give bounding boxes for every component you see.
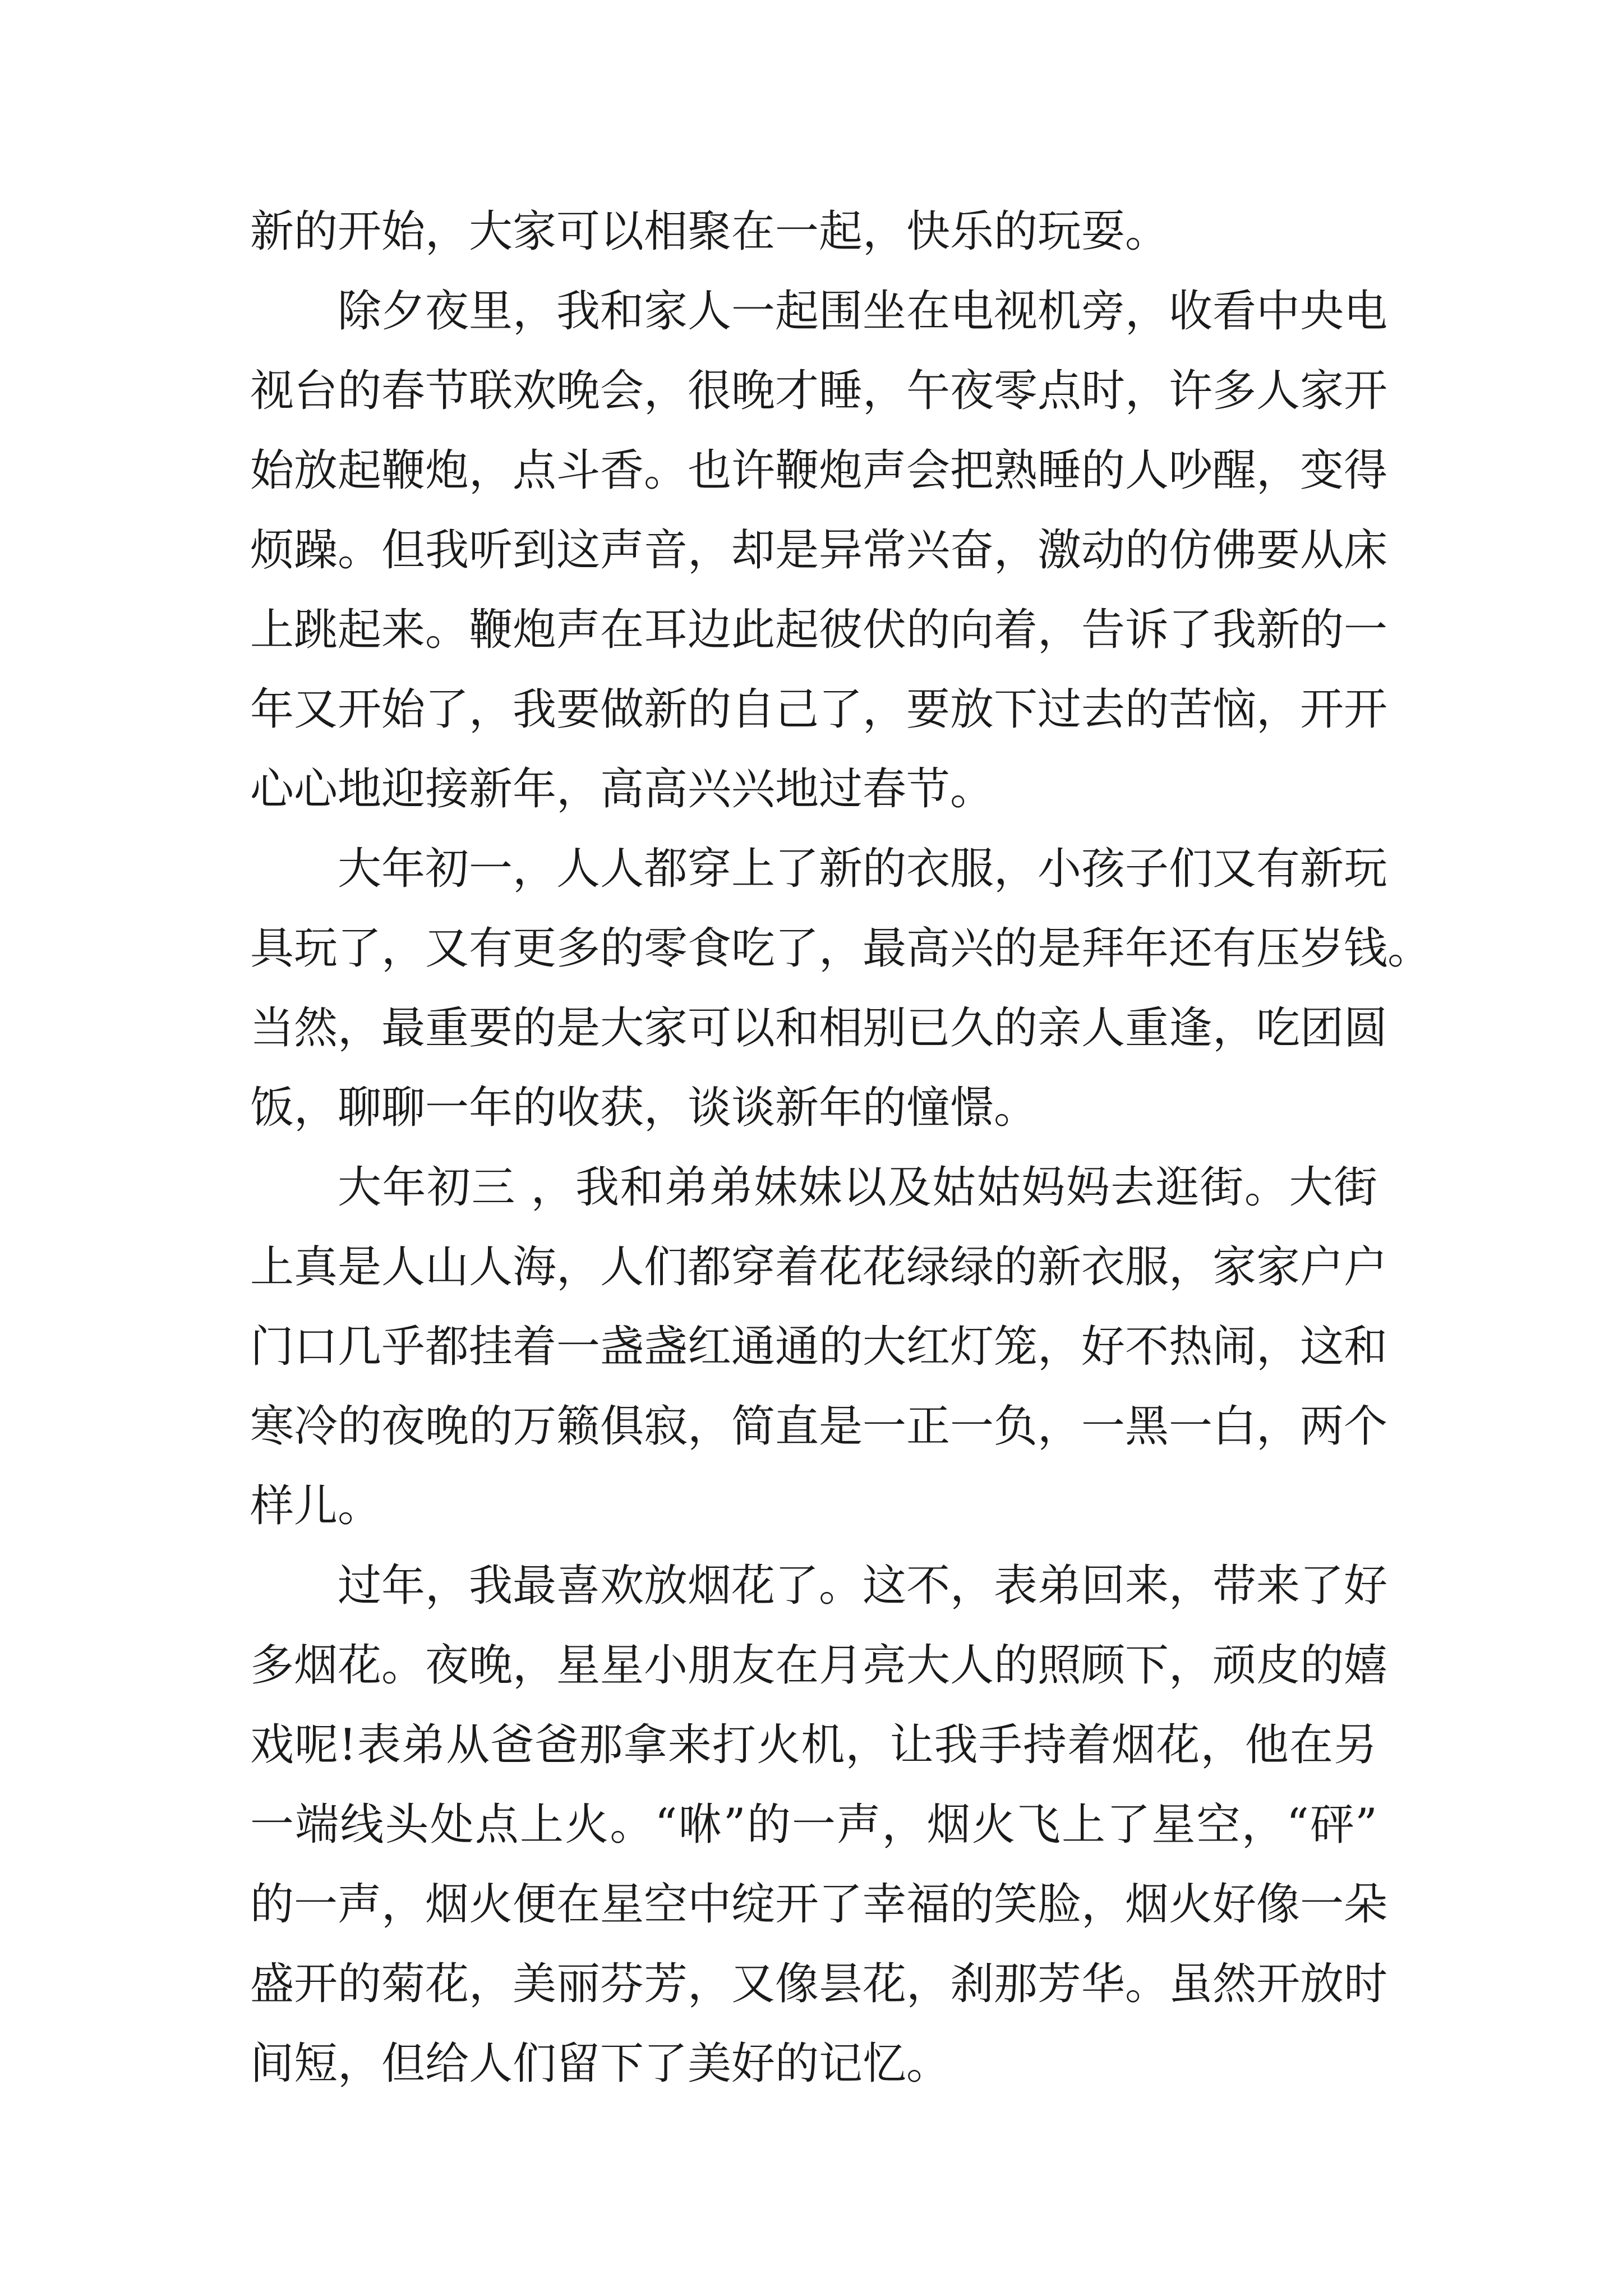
paragraph-2 <box>250 272 1388 829</box>
text-line: 盛开的菊花，美丽芬芳，又像昙花，刹那芳华。虽然开放时 <box>250 1959 1388 2009</box>
text-line: 视台的春节联欢晚会，很晚才睡，午夜零点时，许多人家开 <box>250 366 1388 416</box>
text-line: 间短，但给人们留下了美好的记忆。 <box>250 2039 951 2089</box>
text-line: 的一声，烟火便在星空中绽开了幸福的笑脸，烟火好像一朵 <box>250 1879 1388 1930</box>
text-line: 具玩了，又有更多的零食吃了，最高兴的是拜年还有压岁钱。 <box>250 923 1432 974</box>
text-line: 大年初一，人人都穿上了新的衣服，小孩子们又有新玩 <box>338 844 1388 894</box>
text-line: 始放起鞭炮，点斗香。也许鞭炮声会把熟睡的人吵醒，变得 <box>250 445 1388 496</box>
text-line: 饭，聊聊一年的收获，谈谈新年的憧憬。 <box>250 1083 1038 1133</box>
paragraph-3 <box>250 829 1432 1148</box>
text-line: 样儿。 <box>250 1481 382 1531</box>
paragraph-1 <box>250 192 1377 272</box>
text-line: 新的开始，大家可以相聚在一起，快乐的玩耍。 <box>250 206 1169 257</box>
text-line: 烦躁。但我听到这声音，却是异常兴奋，激动的仿佛要从床 <box>250 525 1388 576</box>
paragraph-5 <box>250 1546 1388 2104</box>
text-line: 大年初三 ，我和弟弟妹妹以及姑姑妈妈去逛街。大街 <box>338 1162 1377 1213</box>
text-line: 戏呢!表弟从爸爸那拿来打火机，让我手持着烟花，他在另 <box>250 1720 1377 1770</box>
text-line: 心心地迎接新年，高高兴兴地过春节。 <box>250 764 994 815</box>
text-line: 上跳起来。鞭炮声在耳边此起彼伏的向着，告诉了我新的一 <box>250 605 1388 655</box>
text-line: 过年，我最喜欢放烟花了。这不，表弟回来，带来了好 <box>338 1561 1388 1611</box>
text-line: 一端线头处点上火。“咻”的一声，烟火飞上了星空，“砰” <box>250 1800 1377 1850</box>
text-line: 上真是人山人海，人们都穿着花花绿绿的新衣服，家家户户 <box>250 1242 1388 1292</box>
text-line: 多烟花。夜晚，星星小朋友在月亮大人的照顾下，顽皮的嬉 <box>250 1640 1388 1691</box>
text-line: 年又开始了，我要做新的自己了，要放下过去的苦恼，开开 <box>250 684 1388 735</box>
text-line: 门口几乎都挂着一盏盏红通通的大红灯笼，好不热闹，这和 <box>250 1322 1388 1372</box>
paragraph-4 <box>250 1148 1388 1546</box>
essay-body <box>250 192 1432 2104</box>
text-line: 寒冷的夜晚的万籁俱寂，简直是一正一负，一黑一白，两个 <box>250 1401 1388 1452</box>
text-line: 当然，最重要的是大家可以和相别已久的亲人重逢，吃团圆 <box>250 1003 1388 1053</box>
text-line: 除夕夜里，我和家人一起围坐在电视机旁，收看中央电 <box>338 286 1388 337</box>
